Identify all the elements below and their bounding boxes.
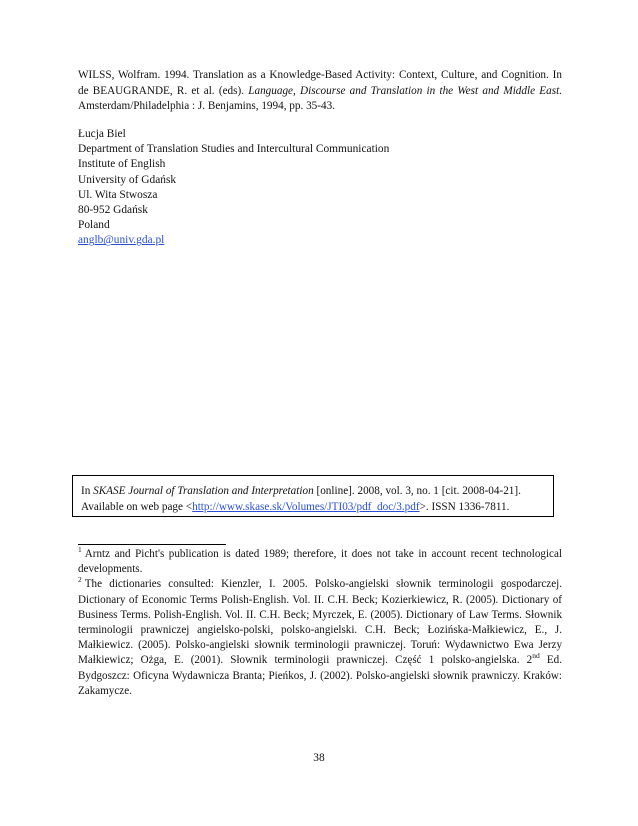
citation-available-text: Available on web page <: [81, 501, 193, 513]
reference-text-1: WILSS, Wolfram. 1994. Translation as a Knowledge-Based Activity: Context, Culture, and Cognition. In de BEAUGRANDE, R. et al. (eds).: [78, 69, 562, 97]
author-institute: Institute of English: [78, 158, 166, 171]
footnote-2-superscript: nd: [532, 651, 540, 661]
author-address-block: [78, 127, 562, 249]
citation-issn: >. ISSN 1336-7811.: [419, 501, 510, 513]
author-email-link[interactable]: anglb@univ.gda.pl: [78, 234, 165, 247]
citation-url-link[interactable]: http://www.skase.sk/Volumes/JTI03/pdf_doc/3.pdf: [192, 501, 420, 513]
footnote-1-text: Arntz and Picht's publication is dated 1989; therefore, it does not take in account recent technological developments.: [78, 548, 562, 576]
author-name: Łucja Biel: [78, 128, 126, 140]
footnote-2-text-b: Ed. Bydgoszcz: Oficyna Wydawnicza Branta; Pieńkos, J. (2002). Polsko-angielski słownik prawniczy. Kraków: Zakamycze.: [78, 654, 563, 697]
citation-prefix: In: [81, 485, 94, 497]
citation-details: [online]. 2008, vol. 3, no. 1 [cit. 2008-04-21].: [313, 485, 521, 497]
page-number: 38: [313, 752, 325, 764]
footnote-1: [78, 547, 562, 577]
reference-entry: [78, 68, 562, 115]
footnotes: [78, 547, 562, 699]
citation-journal-title: SKASE Journal of Translation and Interpretation: [93, 485, 314, 497]
footnote-1-number: 1: [78, 545, 82, 554]
citation-box: [72, 475, 554, 517]
author-country: Poland: [78, 219, 110, 232]
citation-line-1: [81, 483, 553, 499]
footnote-2-number: 2: [78, 575, 82, 585]
footnote-2: [78, 577, 562, 699]
citation-line-2: [81, 499, 553, 515]
reference-book-title: Language, Discourse and Translation in the West and Middle East.: [248, 84, 562, 97]
author-street: Ul. Wita Stwosza: [78, 188, 158, 201]
author-postal-code: 80-952 Gdańsk: [78, 204, 148, 217]
reference-text-2: Amsterdam/Philadelphia : J. Benjamins, 1994, pp. 35-43.: [78, 100, 335, 112]
author-university: University of Gdańsk: [78, 173, 177, 186]
footnote-2-text-a: The dictionaries consulted: Kienzler, I. 2005. Polsko-angielski słownik terminologii gospodarczej. Dictionary of Economic Terms Polish-English. Vol. II. C.H. Beck; Kozierkiewicz, R. (2005). Dictionary of Business Terms. Polish-English. Vol. II. C.H. Beck; Myrczek, E. (2005). Dictionary of Law Terms. Słownik terminologii prawniczej angielsko-polski, polsko-angielski. C.H. Beck; Łozińska-Małkiewicz, E., J. Małkiewicz. (2005). Polsko-angielski słownik terminologii prawniczej. Toruń: Wydawnictwo Ewa Jerzy Małkiewicz; Ożga, E. (2001). Słownik terminologii prawniczej. Część 1 polsko-angielska. 2: [78, 578, 562, 667]
footnote-separator: [78, 544, 226, 545]
author-department: Department of Translation Studies and Intercultural Communication: [78, 143, 390, 156]
